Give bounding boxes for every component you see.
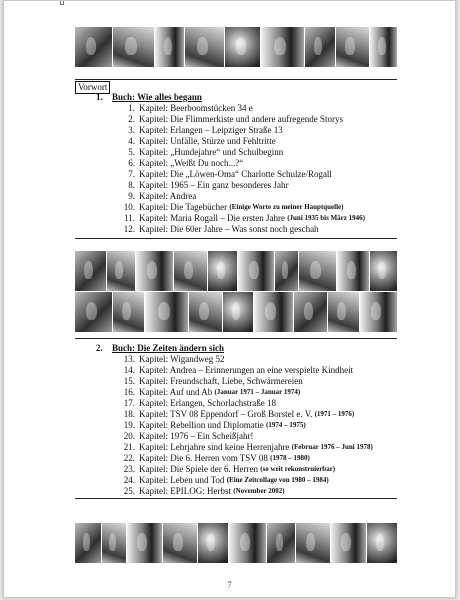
chapter-item — [117, 224, 365, 235]
photo — [107, 251, 134, 291]
chapter-note: (Juni 1935 bis März 1946) — [287, 214, 365, 222]
chapter-title: Kapitel: Die 6. Herren vom TSV 08 — [139, 453, 268, 463]
chapter-note: (Februar 1976 – Juni 1978) — [291, 443, 373, 451]
chapter-item — [117, 158, 365, 169]
chapter-item — [117, 486, 373, 497]
chapter-title: Kapitel: Beerboomstücken 34 e — [139, 103, 253, 113]
page-number: 7 — [227, 580, 232, 590]
chapter-item — [117, 191, 365, 202]
chapter-title: Kapitel: Die 60er Jahre – Was sonst noch geschah — [139, 224, 319, 234]
chapter-item — [117, 180, 365, 191]
chapter-note: (Eine Zeitcollage von 1980 – 1984) — [226, 476, 329, 484]
photo — [75, 523, 101, 563]
chapter-number: 7. — [128, 169, 135, 179]
chapter-item — [117, 213, 365, 224]
chapter-number: 15. — [123, 376, 135, 386]
chapter-number: 19. — [123, 420, 135, 430]
document-page — [3, 0, 456, 598]
chapter-title: Kapitel: Lehrjahre sind keine Herrenjahre — [139, 442, 290, 452]
photo — [336, 27, 369, 67]
chapter-number: 18. — [123, 409, 135, 419]
chapter-item — [117, 475, 373, 486]
chapter-item — [117, 365, 373, 376]
chapter-title: Kapitel: Auf und Ab — [139, 387, 213, 397]
divider-line — [75, 498, 397, 499]
chapter-number: 5. — [128, 147, 135, 157]
book-2-heading — [96, 343, 224, 354]
chapter-number: 1. — [128, 103, 135, 113]
chapter-item — [117, 202, 365, 213]
chapter-number: 23. — [123, 464, 135, 474]
chapter-item — [117, 376, 373, 387]
photo — [367, 523, 397, 563]
photo — [208, 251, 237, 291]
photo-collage-middle — [75, 251, 397, 333]
photo — [337, 251, 368, 291]
chapter-number: 17. — [123, 398, 135, 408]
photo — [275, 251, 298, 291]
chapter-number: 12. — [123, 224, 135, 234]
chapter-note: (Einige Worte zu meiner Hauptquelle) — [229, 203, 344, 211]
chapter-item — [117, 453, 373, 464]
divider-line — [75, 79, 397, 80]
chapter-title: Kapitel: Wigandweg 52 — [139, 354, 225, 364]
chapter-title: Kapitel: EPILOG: Herbst — [139, 486, 231, 496]
photo — [370, 27, 397, 67]
photo — [198, 523, 228, 563]
photo — [328, 292, 359, 332]
chapter-item — [117, 125, 365, 136]
divider-line — [75, 338, 397, 339]
photo-strip-bottom — [75, 523, 397, 563]
chapter-number: 22. — [123, 453, 135, 463]
photo — [229, 523, 267, 563]
chapter-number: 16. — [123, 387, 135, 397]
photo — [370, 251, 397, 291]
photo-strip-top — [75, 27, 397, 67]
chapter-item — [117, 420, 373, 431]
photo — [163, 523, 197, 563]
photo — [113, 292, 144, 332]
chapter-note: (Januar 1971 – Januar 1974) — [214, 388, 301, 396]
chapter-note: (so weit rekonstruierbar) — [260, 465, 336, 473]
chapter-title: Kapitel: TSV 08 Eppendorf – Groß Borstel e. V. — [139, 409, 313, 419]
book-2-title: Buch: Die Zeiten ändern sich — [112, 343, 225, 353]
chapter-note: (November 2002) — [233, 487, 285, 495]
chapter-title: Kapitel: Freundschaft, Liebe, Schwärmereien — [139, 376, 303, 386]
photo — [254, 292, 293, 332]
book-2-number: 2. — [96, 343, 103, 353]
chapter-item — [117, 442, 373, 453]
chapter-number: 6. — [128, 158, 135, 168]
chapter-number: 11. — [124, 213, 135, 223]
chapter-number: 21. — [123, 442, 135, 452]
photo — [155, 27, 184, 67]
chapter-title: Kapitel: Die „Löwen-Oma“ Charlotte Schulze/Rogall — [139, 169, 332, 179]
photo — [127, 523, 163, 563]
chapter-item — [117, 387, 373, 398]
photo — [174, 251, 207, 291]
photo — [75, 251, 106, 291]
chapter-title: Kapitel: „Hundejahre“ und Schulbeginn — [139, 147, 284, 157]
chapter-title: Kapitel: Die Flimmerkiste und andere aufregende Storys — [139, 114, 343, 124]
photo — [299, 251, 336, 291]
chapter-title: Kapitel: 1976 – Ein Scheißjahr! — [139, 431, 254, 441]
chapter-title: Kapitel: Andrea – Erinnerungen an eine verspielte Kindheit — [139, 365, 354, 375]
chapter-number: 25. — [123, 486, 135, 496]
chapter-title: Kapitel: Rebellion und Diplomatie — [139, 420, 264, 430]
chapter-number: 24. — [123, 475, 135, 485]
chapter-number: 3. — [128, 125, 135, 135]
book-1-title: Buch: Wie alles begann — [112, 92, 202, 102]
chapter-title: Kapitel: 1965 – Ein ganz besonderes Jahr — [139, 180, 289, 190]
chapter-item — [117, 409, 373, 420]
chapter-note: (1974 – 1975) — [265, 421, 306, 429]
chapter-item — [117, 147, 365, 158]
photo — [145, 292, 188, 332]
divider-line — [75, 238, 397, 239]
chapter-item — [117, 464, 373, 475]
chapter-title: Kapitel: Erlangen, Schorlachstraße 18 — [139, 398, 276, 408]
photo — [113, 27, 154, 67]
chapter-note: (1978 – 1980) — [270, 454, 310, 462]
photo — [75, 292, 112, 332]
chapter-title: Kapitel: „Weißt Du noch...?“ — [139, 158, 244, 168]
chapter-number: 20. — [123, 431, 135, 441]
photo-strip-middle-upper — [75, 251, 397, 291]
chapter-item — [117, 354, 373, 365]
photo — [102, 523, 126, 563]
photo — [360, 292, 397, 332]
photo — [331, 523, 367, 563]
photo — [225, 27, 260, 67]
chapter-title: Kapitel: Unfälle, Stürze und Fehltritte — [139, 136, 276, 146]
photo — [136, 251, 173, 291]
chapter-number: 2. — [128, 114, 135, 124]
chapter-item — [117, 103, 365, 114]
chapter-title: Kapitel: Leben und Tod — [139, 475, 225, 485]
photo — [75, 27, 112, 67]
chapter-item — [117, 136, 365, 147]
chapter-title: Kapitel: Erlangen – Leipziger Straße 13 — [139, 125, 283, 135]
chapter-item — [117, 398, 373, 409]
chapter-item — [117, 431, 373, 442]
photo — [238, 251, 273, 291]
photo — [185, 27, 224, 67]
chapter-number: 4. — [128, 136, 135, 146]
vorwort-label: Vorwort — [75, 81, 110, 94]
photo — [305, 27, 334, 67]
book-1-number: 1. — [96, 92, 103, 102]
book-1-heading — [96, 92, 202, 103]
photo — [261, 27, 304, 67]
chapter-number: 14. — [123, 365, 135, 375]
crop-mark — [60, 1, 64, 5]
chapter-number: 10. — [123, 202, 135, 212]
chapter-title: Kapitel: Die Spiele der 6. Herren — [139, 464, 258, 474]
photo — [296, 523, 330, 563]
chapter-title: Kapitel: Die Tagebücher — [139, 202, 228, 212]
chapter-item — [117, 114, 365, 125]
chapter-number: 9. — [128, 191, 135, 201]
book-1-chapter-list — [117, 103, 365, 235]
photo — [189, 292, 222, 332]
chapter-number: 13. — [123, 354, 135, 364]
photo-strip-middle-lower — [75, 292, 397, 332]
book-2-chapter-list — [117, 354, 373, 497]
photo — [267, 523, 295, 563]
chapter-number: 8. — [128, 180, 135, 190]
chapter-title: Kapitel: Maria Rogall – Die ersten Jahre — [139, 213, 285, 223]
photo — [294, 292, 327, 332]
chapter-title: Kapitel: Andrea — [139, 191, 197, 201]
chapter-note: (1971 – 1976) — [314, 410, 355, 418]
chapter-item — [117, 169, 365, 180]
photo — [223, 292, 252, 332]
